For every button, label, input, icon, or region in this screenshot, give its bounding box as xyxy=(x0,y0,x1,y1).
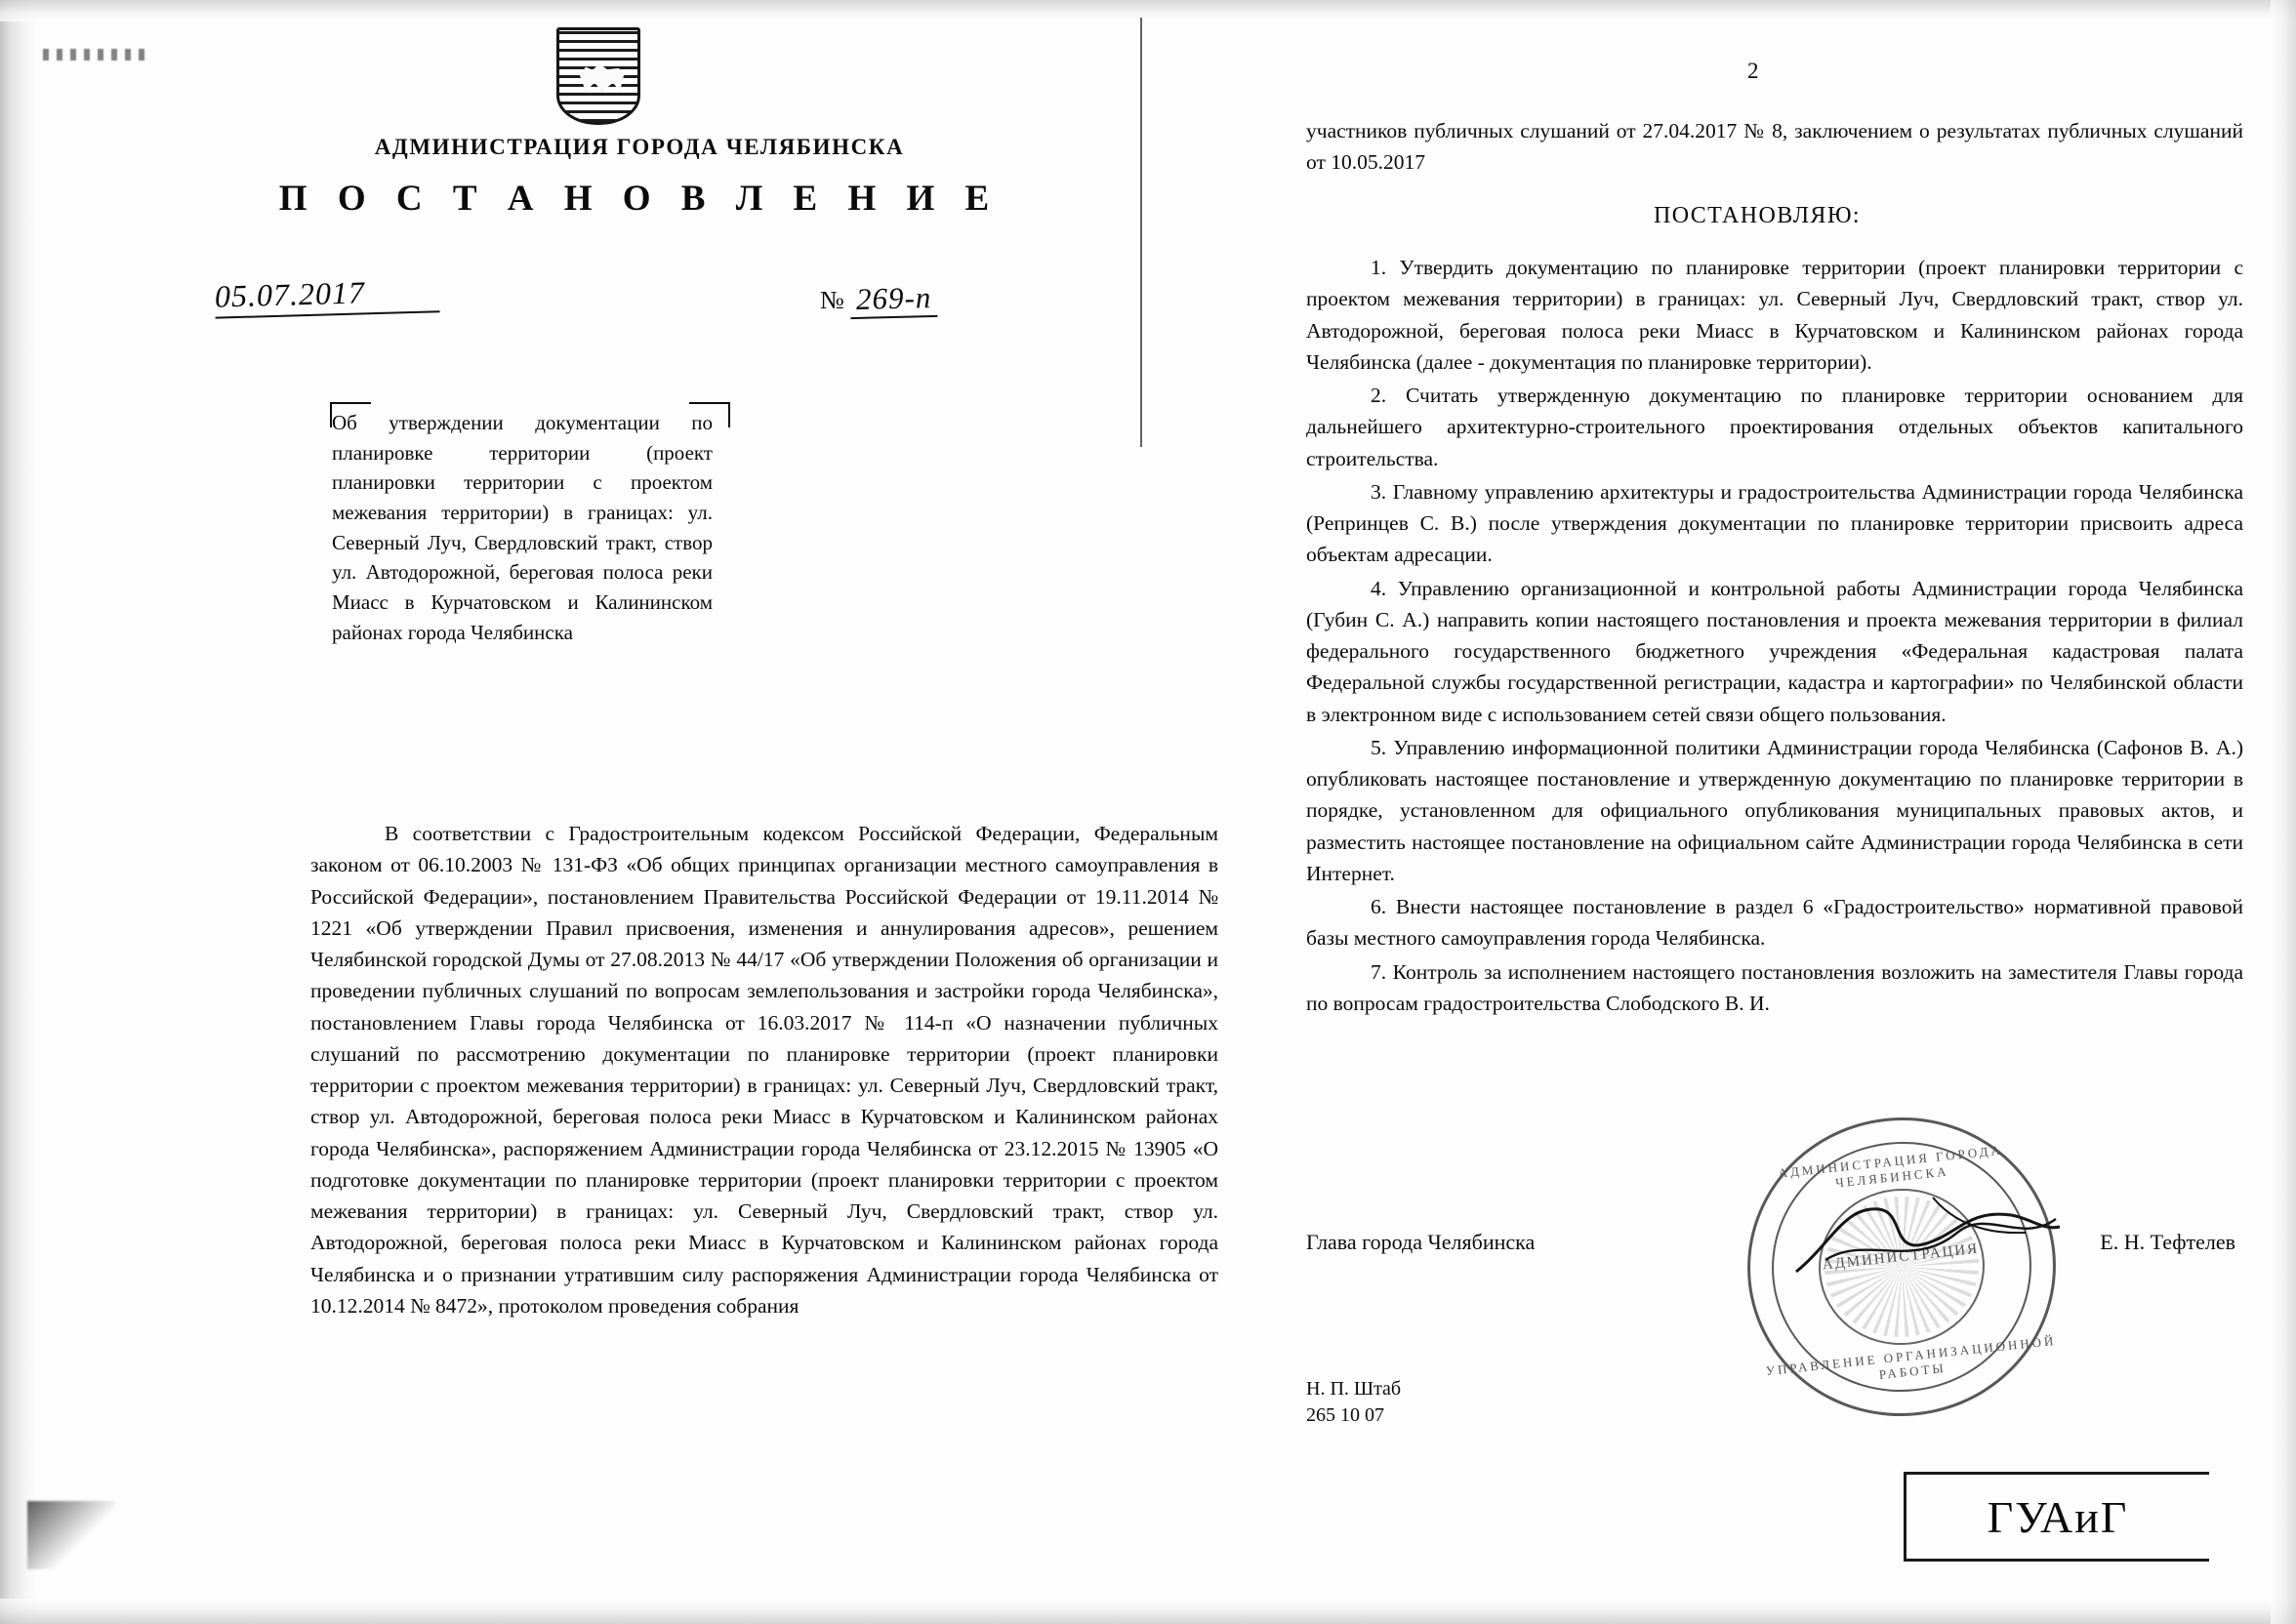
executor-phone: 265 10 07 xyxy=(1306,1404,1384,1426)
resolution-item: 2. Считать утвержденную документацию по планировке территории основанием для дальнейшего архитектурно-строительного проектирования отдельных объектов капитального строительства. xyxy=(1306,384,2243,470)
resolution-item: 1. Утвердить документацию по планировке территории (проект планировки территории с проектом межевания территории) в границах: ул. Северный Луч, Свердловский тракт, створ ул. Автодорожной, береговая полоса реки Миасс в Курчатовском и Калининском районах города Челябинска (далее - документация по планировке территории). xyxy=(1306,256,2243,374)
stamp-center-text: АДМИНИСТРАЦИЯ xyxy=(1822,1240,1980,1274)
document-page-left xyxy=(146,10,1218,1614)
page-fold-line xyxy=(1140,18,1142,447)
resolution-item: 5. Управлению информационной политики Администрации города Челябинска (Сафонов В. А.) опубликовать настоящее постановление и утвержденную документацию по планировке территории в порядке, установленном для официального опубликования муниципальных правовых актов, и разместить настоящее постановление на официальном сайте Администрации города Челябинска в сети Интернет. xyxy=(1306,735,2243,885)
stamp-bottom-text: УПРАВЛЕНИЕ ОРГАНИЗАЦИОННОЙ РАБОТЫ xyxy=(1765,1332,2057,1382)
resolution-item: 3. Главному управлению архитектуры и градостроительства Администрации города Челябинска (Репринцев С. В.) после утверждения документации по планировке территории присвоить адреса объектам адресации. xyxy=(1306,479,2243,567)
stamp-guilloche-pattern xyxy=(1818,1189,1986,1345)
preamble-paragraph: В соответствии с Градостроительным кодексом Российской Федерации, Федеральным законом от 06.10.2003 № 131-ФЗ «Об общих принципах организации местного самоуправления в Российской Федерации», постановлением Правительства Российской Федерации от 19.11.2014 № 1221 «Об утверждении Правил присвоения, изменения и аннулирования адресов», решением Челябинской городской Думы от 27.08.2013 № 44/17 «Об утверждении Положения об организации и проведении публичных слушаний по вопросам землепользования и застройки города Челябинска», постановлением Главы города Челябинска от 16.03.2017 № 114-п «О назначении публичных слушаний по рассмотрению документации по планировке территории (проект планировки территории с проектом межевания территории) в границах: ул. Северный Луч, Свердловский тракт, створ ул. Автодорожной, береговая полоса реки Миасс в Курчатовском и Калининском районах города Челябинска», распоряжением Администрации города Челябинска от 23.12.2015 № 13905 «О подготовке документации по планировке территории (проект планировки территории с проектом межевания территории) в границах: ул. Северный Луч, Свердловский тракт, створ ул. Автодорожной, береговая полоса реки Миасс в Курчатовском и Калининском районах города Челябинска и о признании утратившим силу распоряжения Администрации города Челябинска от 10.12.2014 № 8472», протоколом проведения собрания xyxy=(310,822,1218,1318)
top-left-smudge xyxy=(43,49,150,61)
signatory-name: Е. Н. Тефтелев xyxy=(2100,1230,2235,1254)
stamp-top-text: АДМИНИСТРАЦИЯ ГОРОДА ЧЕЛЯБИНСКА xyxy=(1777,1142,2004,1191)
document-subject: Об утверждении документации по планировке территории (проект планировки территории с проектом межевания территории) в границах: ул. Северный Луч, Свердловский тракт, створ ул. Автодорожной, береговая полоса реки Миасс в Курчатовском и Калининском районах города Челябинска xyxy=(332,411,713,644)
resolution-item: 6. Внести настоящее постановление в раздел 6 «Градостроительство» нормативной правовой базы местного самоуправления города Челябинска. xyxy=(1306,895,2243,951)
guaig-department-stamp: ГУАиГ xyxy=(1904,1472,2209,1562)
page-number: 2 xyxy=(1747,59,1759,83)
camel-figure xyxy=(577,60,626,93)
document-preamble xyxy=(310,818,1218,1321)
resolution-item: 4. Управлению организационной и контрольной работы Администрации города Челябинска (Губин С. А.) направить копии настоящего постановления и проекта межевания территории в филиал федерального государственного бюджетного учреждения «Федеральная кадастровая палата Федеральной службы государственной регистрации, кадастра и картографии» по Челябинской области в электронном виде с использованием сетей связи общего пользования. xyxy=(1306,576,2243,726)
resolution-items xyxy=(1306,252,2243,1021)
document-date xyxy=(214,271,469,318)
document-number-label: № xyxy=(820,286,844,314)
chelyabinsk-coat-of-arms-icon xyxy=(556,27,640,125)
document-title: П О С Т А Н О В Л Е Н И Е xyxy=(278,179,1001,219)
resolve-heading: ПОСТАНОВЛЯЮ: xyxy=(1654,203,1861,228)
document-page-right xyxy=(1259,10,2255,1614)
executor-name: Н. П. Штаб xyxy=(1306,1378,1402,1400)
bottom-left-smudge xyxy=(27,1501,115,1569)
document-date-value: 05.07.2017 xyxy=(214,274,366,314)
document-number-value: 269-п xyxy=(850,280,938,319)
coat-of-arms-shield xyxy=(556,27,640,125)
preamble-continuation: участников публичных слушаний от 27.04.2017 № 8, заключением о результатах публичных слушаний от 10.05.2017 xyxy=(1306,119,2243,175)
resolution-item: 7. Контроль за исполнением настоящего постановления возложить на заместителя Главы города по вопросам градостроительства Слободского В. И. xyxy=(1306,959,2243,1015)
executor-block xyxy=(1306,1376,1401,1429)
organization-name: АДМИНИСТРАЦИЯ ГОРОДА ЧЕЛЯБИНСКА xyxy=(374,135,905,159)
official-round-stamp xyxy=(1733,1102,2070,1431)
signatory-position: Глава города Челябинска xyxy=(1306,1230,1536,1254)
document-number xyxy=(820,281,938,318)
